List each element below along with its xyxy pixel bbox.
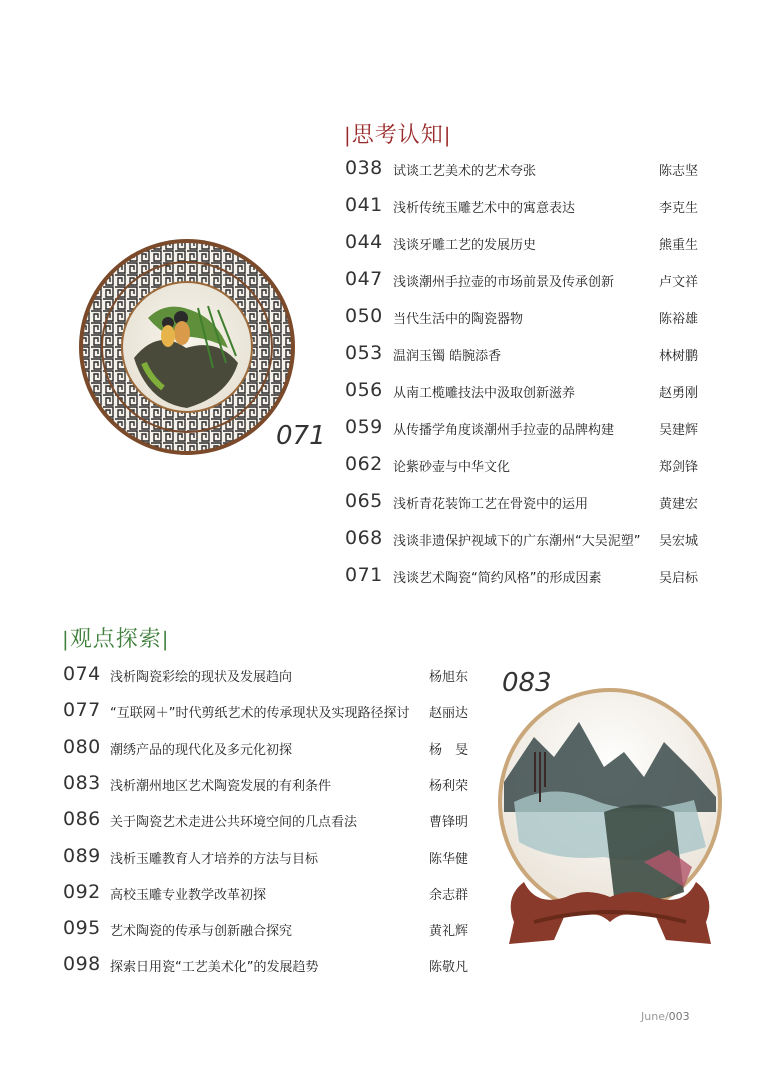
page-folio: June/003 — [641, 1010, 690, 1023]
toc-author: 曹锋明 — [429, 815, 469, 831]
toc-article-title: 论紫砂壶与中华文化 — [393, 460, 511, 475]
image-caption: 083 — [502, 668, 552, 698]
toc-article-title: 从南工榄雕技法中汲取创新滋养 — [393, 386, 576, 401]
toc-page-number: 047 — [345, 268, 383, 290]
toc-entry[interactable] — [63, 699, 483, 723]
toc-article-title: 浅析潮州地区艺术陶瓷发展的有利条件 — [110, 778, 332, 794]
toc-author: 熊重生 — [659, 238, 699, 253]
toc-author: 杨利荣 — [429, 778, 469, 794]
toc-article-title: 关于陶瓷艺术走进公共环境空间的几点看法 — [110, 815, 358, 831]
toc-entry[interactable] — [63, 772, 483, 796]
toc-article-title: 浅析青花装饰工艺在骨瓷中的运用 — [393, 497, 589, 512]
toc-author: 陈敬凡 — [429, 960, 469, 976]
toc-entry[interactable] — [345, 490, 705, 514]
toc-entry[interactable] — [345, 453, 705, 477]
toc-article-title: 温润玉镯 皓腕添香 — [393, 349, 502, 364]
toc-entry[interactable] — [63, 663, 483, 687]
toc-article-title: 潮绣产品的现代化及多元化初探 — [110, 742, 293, 758]
toc-article-title: 浅谈牙雕工艺的发展历史 — [393, 238, 537, 253]
toc-author: 吴建辉 — [659, 423, 699, 438]
toc-page-number: 092 — [63, 880, 101, 903]
toc-page-number: 080 — [63, 735, 101, 758]
toc-entry[interactable] — [345, 416, 705, 440]
toc-article-title: 浅谈艺术陶瓷“简约风格”的形成因素 — [393, 571, 602, 586]
toc-article-title: 从传播学角度谈潮州手拉壶的品牌构建 — [393, 423, 615, 438]
toc-page-number: 086 — [63, 808, 101, 831]
toc-article-title: 艺术陶瓷的传承与创新融合探究 — [110, 924, 293, 940]
toc-page-number: 083 — [63, 771, 101, 794]
toc-author: 陈华健 — [429, 851, 469, 867]
decorative-plate-image — [78, 238, 296, 456]
toc-article-title: “互联网＋”时代剪纸艺术的传承现状及实现路径探讨 — [110, 706, 410, 722]
toc-entry[interactable] — [63, 917, 483, 941]
toc-page-number: 095 — [63, 917, 101, 940]
toc-author: 黄礼辉 — [429, 924, 469, 940]
toc-page-number: 062 — [345, 453, 383, 475]
toc-author: 李克生 — [659, 201, 699, 216]
toc-page-number: 074 — [63, 663, 101, 685]
toc-author: 卢文祥 — [659, 275, 699, 290]
toc-page-number: 068 — [345, 527, 383, 549]
toc-entry[interactable] — [345, 194, 705, 218]
toc-author: 赵丽达 — [429, 706, 469, 722]
toc-page-number: 059 — [345, 416, 383, 438]
toc-article-title: 高校玉雕专业教学改革初探 — [110, 887, 267, 903]
toc-list-exploration — [63, 663, 483, 983]
toc-article-title: 浅析传统玉雕艺术中的寓意表达 — [393, 201, 576, 216]
toc-article-title: 探索日用瓷“工艺美术化”的发展趋势 — [110, 960, 319, 976]
toc-entry[interactable] — [345, 379, 705, 403]
toc-entry[interactable] — [345, 157, 705, 181]
toc-page-number: 077 — [63, 699, 101, 722]
landscape-plate-on-stand-image — [494, 682, 726, 954]
toc-page-number: 044 — [345, 231, 383, 253]
toc-page-number: 056 — [345, 379, 383, 401]
toc-entry[interactable] — [345, 527, 705, 551]
toc-author: 杨旭东 — [429, 670, 469, 685]
toc-author: 黄建宏 — [659, 497, 699, 512]
toc-page-number: 098 — [63, 953, 101, 976]
toc-entry[interactable] — [345, 564, 705, 588]
toc-entry[interactable] — [345, 231, 705, 255]
toc-list-thinking — [345, 157, 705, 597]
toc-author: 杨 旻 — [429, 742, 469, 758]
toc-author: 陈志坚 — [659, 164, 699, 179]
toc-page-number: 089 — [63, 844, 101, 867]
section-title-thinking: |思考认知| — [344, 123, 452, 148]
toc-author: 余志群 — [429, 887, 469, 903]
toc-article-title: 浅谈非遗保护视域下的广东潮州“大吴泥塑” — [393, 534, 641, 549]
toc-entry[interactable] — [63, 953, 483, 977]
toc-entry[interactable] — [63, 736, 483, 760]
toc-page-number: 071 — [345, 564, 383, 586]
toc-author: 陈裕雄 — [659, 312, 699, 327]
toc-author: 吴宏城 — [659, 534, 699, 549]
toc-author: 林树鹏 — [659, 349, 699, 364]
toc-page-number: 053 — [345, 342, 383, 364]
toc-page-number: 038 — [345, 157, 383, 179]
toc-entry[interactable] — [345, 268, 705, 292]
toc-article-title: 浅析玉雕教育人才培养的方法与目标 — [110, 851, 319, 867]
toc-author: 赵勇刚 — [659, 386, 699, 401]
image-caption: 071 — [276, 421, 326, 451]
toc-article-title: 当代生活中的陶瓷器物 — [393, 312, 524, 327]
toc-article-title: 试谈工艺美术的艺术夸张 — [393, 164, 537, 179]
toc-page-number: 041 — [345, 194, 383, 216]
toc-author: 郑剑锋 — [659, 460, 699, 475]
toc-entry[interactable] — [345, 342, 705, 366]
toc-entry[interactable] — [63, 845, 483, 869]
toc-article-title: 浅析陶瓷彩绘的现状及发展趋向 — [110, 670, 293, 685]
toc-entry[interactable] — [63, 808, 483, 832]
toc-page-number: 065 — [345, 490, 383, 512]
toc-entry[interactable] — [63, 881, 483, 905]
toc-author: 吴启标 — [659, 571, 699, 586]
toc-page-number: 050 — [345, 305, 383, 327]
toc-article-title: 浅谈潮州手拉壶的市场前景及传承创新 — [393, 275, 615, 290]
toc-entry[interactable] — [345, 305, 705, 329]
section-title-exploration: |观点探索| — [62, 627, 170, 652]
